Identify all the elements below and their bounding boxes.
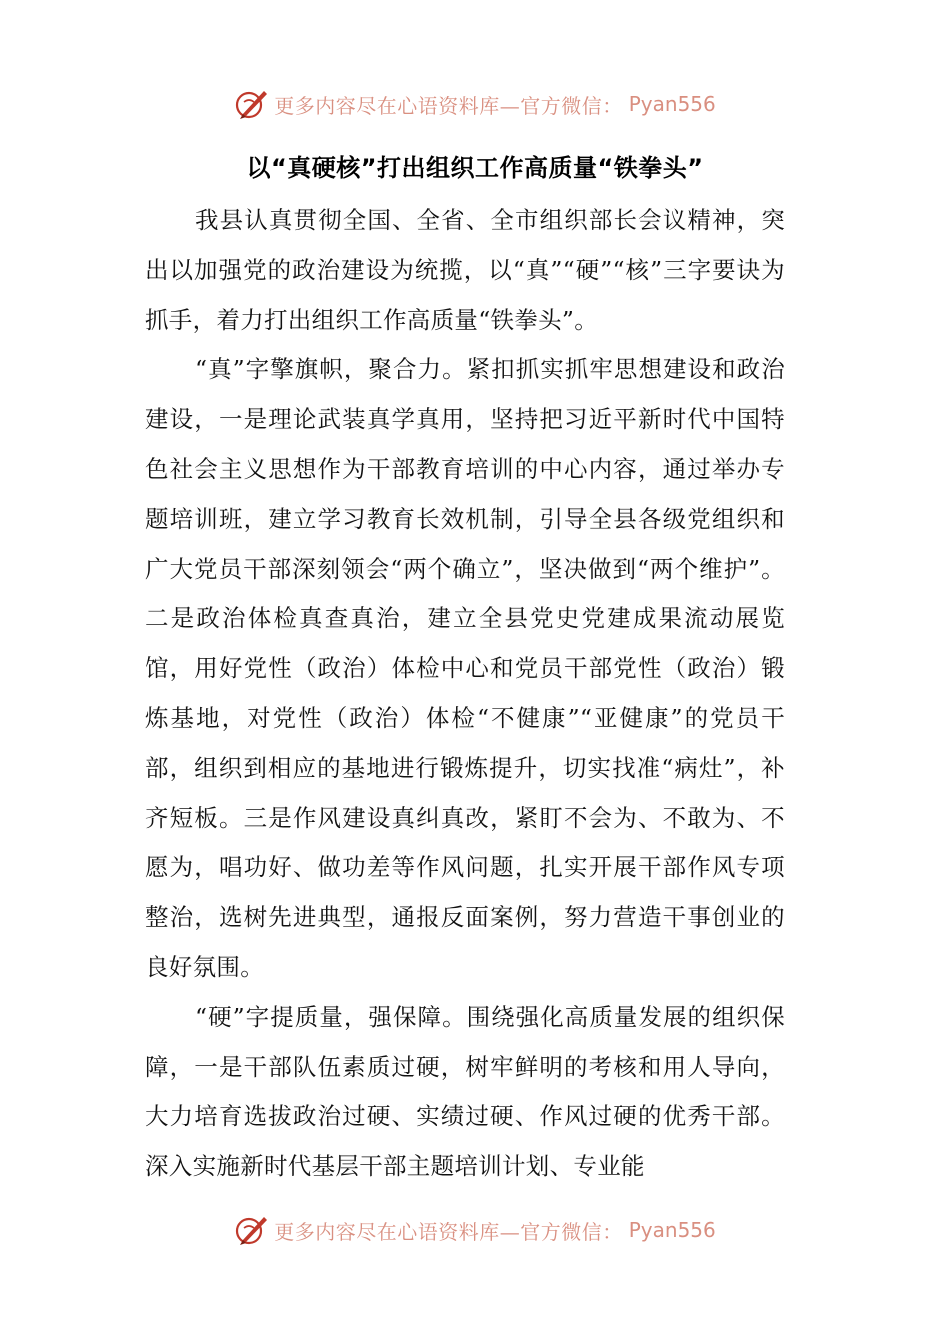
document-body: [145, 196, 785, 1192]
quill-logo-icon: [234, 1212, 270, 1248]
document-title: 以“真硬核”打出组织工作高质量“铁拳头”: [246, 154, 704, 182]
paragraph-ying: “硬”字提质量，强保障。围绕强化高质量发展的组织保障，一是干部队伍素质过硬，树牢鲜明的考核和用人导向，大力培育选拔政治过硬、实绩过硬、作风过硬的优秀干部。深入实施新时代基层干部主题培训计划、专业能: [145, 1002, 785, 1181]
paragraph-intro: 我县认真贯彻全国、全省、全市组织部长会议精神，突出以加强党的政治建设为统揽，以“真”“硬”“核”三字要诀为抓手，着力打出组织工作高质量“铁拳头”。: [145, 206, 785, 334]
watermark-banner-bottom: [0, 1208, 950, 1252]
paragraph-zhen: “真”字擎旗帜，聚合力。紧扣抓实抓牢思想建设和政治建设，一是理论武装真学真用，坚持把习近平新时代中国特色社会主义思想作为干部教育培训的中心内容，通过举办专题培训班，建立学习教育长效机制，引导全县各级党组织和广大党员干部深刻领会“两个确立”，坚决做到“两个维护”。二是政治体检真查真治，建立全县党史党建成果流动展览馆，用好党性（政治）体检中心和党员干部党性（政治）锻炼基地，对党性（政治）体检“不健康”“亚健康”的党员干部，组织到相应的基地进行锻炼提升，切实找准“病灶”，补齐短板。三是作风建设真纠真改，紧盯不会为、不敢为、不愿为，唱功好、做功差等作风问题，扎实开展干部作风专项整治，选树先进典型，通报反面案例，努力营造干事创业的良好氛围。: [145, 355, 785, 981]
watermark-banner-top: [0, 82, 950, 126]
wechat-id: Pyan556: [628, 1218, 716, 1242]
watermark-text: 更多内容尽在心语资料库—官方微信：: [274, 93, 623, 118]
wechat-id: Pyan556: [628, 92, 716, 116]
quill-logo-icon: [234, 86, 270, 122]
watermark-text: 更多内容尽在心语资料库—官方微信：: [274, 1219, 623, 1244]
